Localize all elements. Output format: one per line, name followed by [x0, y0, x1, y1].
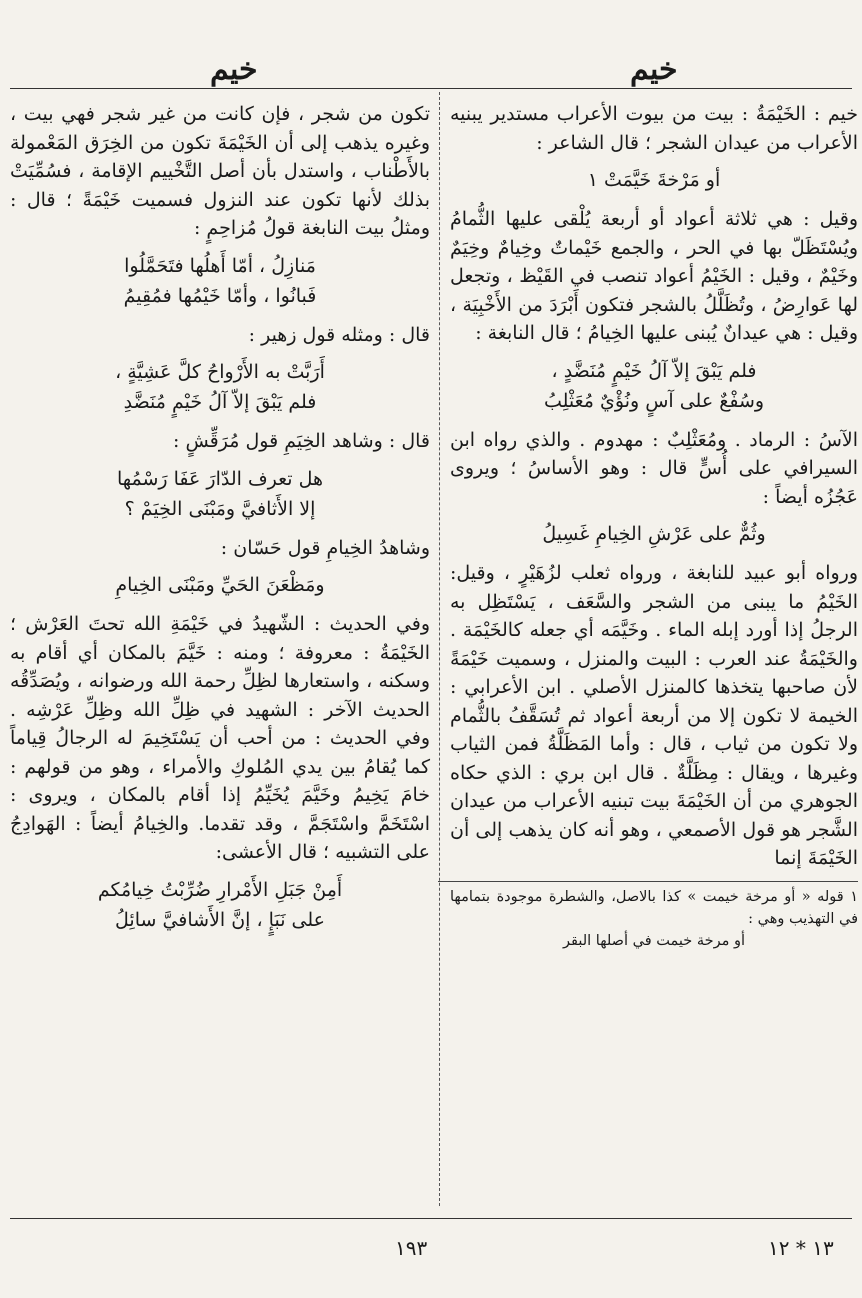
- paragraph: قال : وشاهد الخِيَمِ قول مُرَقِّشٍ :: [173, 430, 430, 452]
- paragraph: خيم : الخَيْمَةُ : بيت من بيوت الأعراب مستدير يبنيه الأعراب من عيدان الشجر ؛ قال الشاعر :: [450, 103, 858, 154]
- signature-mark: ١٣ * ١٢: [768, 1236, 834, 1260]
- verse-line: أَمِنْ جَبَلِ الأَمْرارِ ضُرِّبْتُ خِيامُكم: [97, 878, 343, 901]
- verse-line: ومَظْعَنَ الحَيِّ ومَبْنَى الخِيامِ: [115, 574, 325, 596]
- verse-line: فلم يَبْقَ إلاّ آلُ خَيْمٍ مُنَضَّدِ: [123, 391, 317, 413]
- verse: [10, 464, 430, 524]
- page-number: ١٩٣: [395, 1236, 428, 1260]
- footer-rule: [10, 1218, 852, 1219]
- left-column: [10, 100, 430, 945]
- verse: [10, 875, 430, 935]
- header-rule: [10, 88, 852, 89]
- paragraph: وفي الحديث : الشّهيدُ في خَيْمَةِ الله تحتَ العَرْش ؛ الخَيْمَةُ : معروفة ؛ ومنه : خَيَّمَ بالمكان أي أقام به وسكنه ، واستعارها لظِلِّ رحمة الله ورضوانه ، ويُصَدِّقُه الحديث الآخر : الشهيد في ظِلِّ الله وظِلِّ عَرْشِه . وفي الحديث : من أحب أن يَسْتَخِيمَ له الرجالُ قِياماً كما يُقامُ بين يدي المُلوكِ والأمراء ، وهو من قولهم : خامَ يَخِيمُ وخَيَّمَ يُخَيِّمُ إذا أقام بالمكان ، ويروى : اسْتَخَمَّ واسْتَجَمَّ ، وقد تقدما. والخِيامُ أيضاً : الهَوادِجُ على التشبيه ؛ قال الأعشى:: [10, 613, 430, 863]
- paragraph: قال : ومثله قول زهير :: [248, 323, 430, 346]
- verse-line: أَرَبَّتْ به الأَرْواحُ كلَّ عَشِيَّةٍ ،: [115, 361, 325, 383]
- verse: [450, 165, 858, 195]
- right-column: [450, 100, 858, 952]
- paragraph: وشاهدُ الخِيامِ قول حَسّان :: [220, 536, 430, 559]
- verse-line: إلا الأَثافيَّ ومَبْنَى الخِيَمْ ؟: [124, 497, 316, 520]
- verse-line: وسُفْعٌ على آسٍ ونُؤْيٌ مُعَثْلِبُ: [543, 389, 765, 412]
- footnote: [450, 886, 858, 952]
- paragraph: الآسُ : الرماد . ومُعَثْلِبٌ : مهدوم . والذي رواه ابن السيرافي على أُسٍّ قال : وهو الأساسُ ؛ ويروى عَجُزُه أيضاً :: [450, 428, 858, 508]
- verse: [10, 570, 430, 600]
- paragraph: ورواه أبو عبيد للنابغة ، ورواه ثعلب لزُهَيْرٍ ، وقيل: الخَيْمُ ما يبنى من الشجر والسَّعَف ، يَسْتَظِل به الرجلُ إذا أورد إبله الماء . وخَيَّمَه أي جعله كالخَيْمَة . والخَيْمَةُ عند العرب : البيت والمنزل ، وسميت خَيْمَةً لأن صاحبها يتخذها كالمنزل الأصلي . ابن الأعرابي : الخيمة لا تكون إلا من أربعة أعواد ثم تُسَقَّفُ بالثُّمام ولا تكون من ثياب ، قال : وأما المَظَلَّةُ فمن الثياب وغيرها ، ويقال : مِظَلَّةٌ . قال ابن بري : الذي حكاه الجوهري من أن الخَيْمَةَ بيت تبنيه الأعراب من عيدان الشَّجر هو قول الأصمعي ، وهو أنه كان يذهب إلى أن الخَيْمَةَ إنما: [450, 562, 858, 869]
- verse-line: هل تعرف الدّارَ عَفَا رَسْمُها: [116, 467, 324, 490]
- running-header-left: خيم: [210, 52, 258, 87]
- verse-line: فَبانُوا ، وأمّا خَيْمُها فمُقِيمُ: [123, 284, 317, 307]
- footnote-text: ١ قوله « أو مرخة خيمت » كذا بالاصل، والشطرة موجودة بتمامها في التهذيب وهي :: [450, 888, 858, 927]
- paragraph: تكون من شجر ، فإن كانت من غير شجر فهي بيت ، وغيره يذهب إلى أن الخَيْمَةَ تكون من الخِرَق المَعْمولة بالأَطْناب ، واستدل بأن أصل التَّخْييم الإقامة ، فسُمِّيَتْ بذلك لأنها تكون عند النزول فسميت خَيْمَةً ؛ قال : ومثلُ بيت النابغة قولُ مُزاحِمٍ :: [10, 103, 430, 239]
- verse: [10, 357, 430, 417]
- verse: [450, 519, 858, 549]
- paragraph: وقيل : هي ثلاثة أعواد أو أربعة يُلْقى عليها الثُّمامُ ويُسْتَظَلّ بها في الحر ، والجمع خَيْماتٌ وخِيامٌ وخِيَمٌ وخَيْمٌ ، وقيل : الخَيْمُ أعواد تنصب في القَيْظ ، وتجعل لها عَوارِضُ ، وتُظَلَّلُ بالشجر فتكون أَبْرَدَ من الأَخْبِيَة ، وقيل : هي عيدانٌ يُبنى عليها الخِيامُ ؛ قال النابغة :: [450, 208, 858, 344]
- footnote-verse: أو مرخة خيمت في أصلها البقر: [563, 932, 745, 949]
- verse-line: فلم يَبْقَ إلاّ آلُ خَيْمٍ مُنَضَّدٍ ،: [551, 359, 757, 382]
- verse-line: مَنازِلُ ، أمّا أَهلُها فتَحَمَّلُوا: [124, 254, 316, 277]
- verse-line: وثُمٌّ على عَرْشِ الخِيامِ غَسِيلُ: [542, 523, 766, 545]
- running-header-right: خيم: [630, 52, 678, 87]
- verse-line: أو مَرْخةَ خَيَّمَتْ ١: [587, 169, 721, 191]
- column-divider: [439, 92, 440, 1206]
- verse: [10, 251, 430, 311]
- verse: [450, 356, 858, 416]
- verse-line: على نَبَإٍ ، إنَّ الأَشافيَّ سائِلُ: [115, 908, 325, 931]
- footnote-rule: [438, 881, 858, 882]
